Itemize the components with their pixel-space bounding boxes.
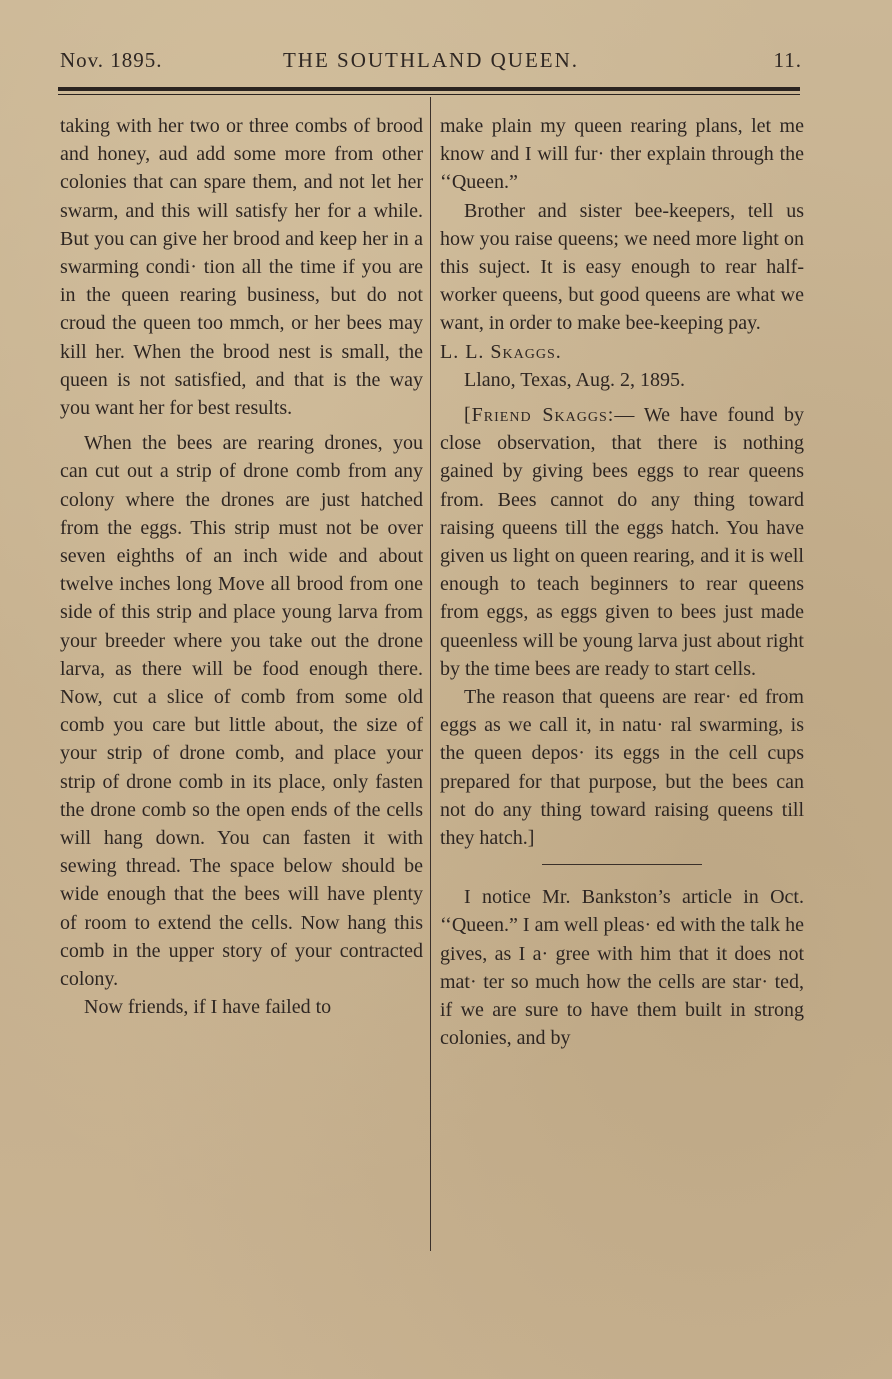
editor-note-text: — We have found by close observation, that there is nothing gained by giving bees eggs to rear queens from. Bees cannot do any thing toward raising queens till the eggs hatch. You have given us light on queen rearing, and it is well enough to teach beginners to rear queens from eggs, as eggs given to bees just made queenless will be young larva just about right by the time bees are ready to start cells. [440, 404, 804, 680]
publication-title: THE SOUTHLAND QUEEN. [282, 48, 580, 72]
header-rule-thick [58, 87, 800, 91]
page-header [60, 48, 802, 78]
paragraph: taking with her two or three combs of brood and honey, aud add some more from other colonies that can spare them, and not let her swarm, and this will satisfy her for a while. But you can give her brood and keep her in a swarming condi· tion all the time if you are in the queen rearing business, but do not croud the queen too mmch, or her bees may kill her. When the brood nest is small, the queen is not satisfied, and that is the way you want her for best results. [60, 115, 423, 420]
section-divider [542, 864, 702, 865]
author-signature [440, 338, 804, 366]
signature-name: L. L. Skaggs. [440, 340, 562, 363]
paragraph: When the bees are rearing drones, you can cut out a strip of drone comb from any colony where the drones are just hatched from the eggs. This strip must not be over seven eighths of an inch wide and about twelve inches long Move all brood from one side of this strip and place young larva from your breeder where you take out the drone larva, as there will be food enough there. Now, cut a slice of comb from some old comb you care but little about, the size of your strip of drone comb, and place your strip of drone comb in its place, only fasten the drone comb so the open ends of the cells will hang down. You can fasten it with sewing thread. The space below should be wide enough that the bees will have plenty of room to extend the cells. Now hang this comb in the upper story of your contracted colony. [60, 432, 423, 991]
paragraph: Now friends, if I have failed to [84, 996, 332, 1019]
paragraph: Brother and sister bee-keepers, tell us how you raise queens; we need more light on this suject. It is easy enough to rear half-worker queens, but good queens are what we want, in order to make bee-keeping pay. [440, 199, 804, 335]
left-column [60, 112, 423, 1022]
editor-salutation: [Friend Skaggs: [464, 404, 615, 427]
paragraph: make plain my queen rearing plans, let me know and I will fur· ther explain through the ‘‘Queen.” [440, 115, 804, 194]
place-and-date: Llano, Texas, Aug. 2, 1895. [464, 368, 685, 391]
header-rule-thin [58, 94, 800, 95]
page-number: 11. [773, 48, 802, 72]
column-divider [430, 97, 431, 1251]
editor-note [440, 401, 804, 683]
paragraph: The reason that queens are rear· ed from eggs as we call it, in natu· ral swarming, is the queen depos· its eggs in the cell cups prepared for that purpose, but the bees can not do any thing toward raising queens till they hatch.] [440, 686, 804, 850]
right-column [440, 112, 804, 1053]
paragraph: I notice Mr. Bankston’s article in Oct. ‘‘Queen.” I am well pleas· ed with the talk he gives, as I a· gree with him that it does not mat· ter so much how the cells are star· ted, if we are sure to have them built in strong colonies, and by [440, 886, 804, 1050]
issue-date: Nov. 1895. [60, 48, 163, 72]
